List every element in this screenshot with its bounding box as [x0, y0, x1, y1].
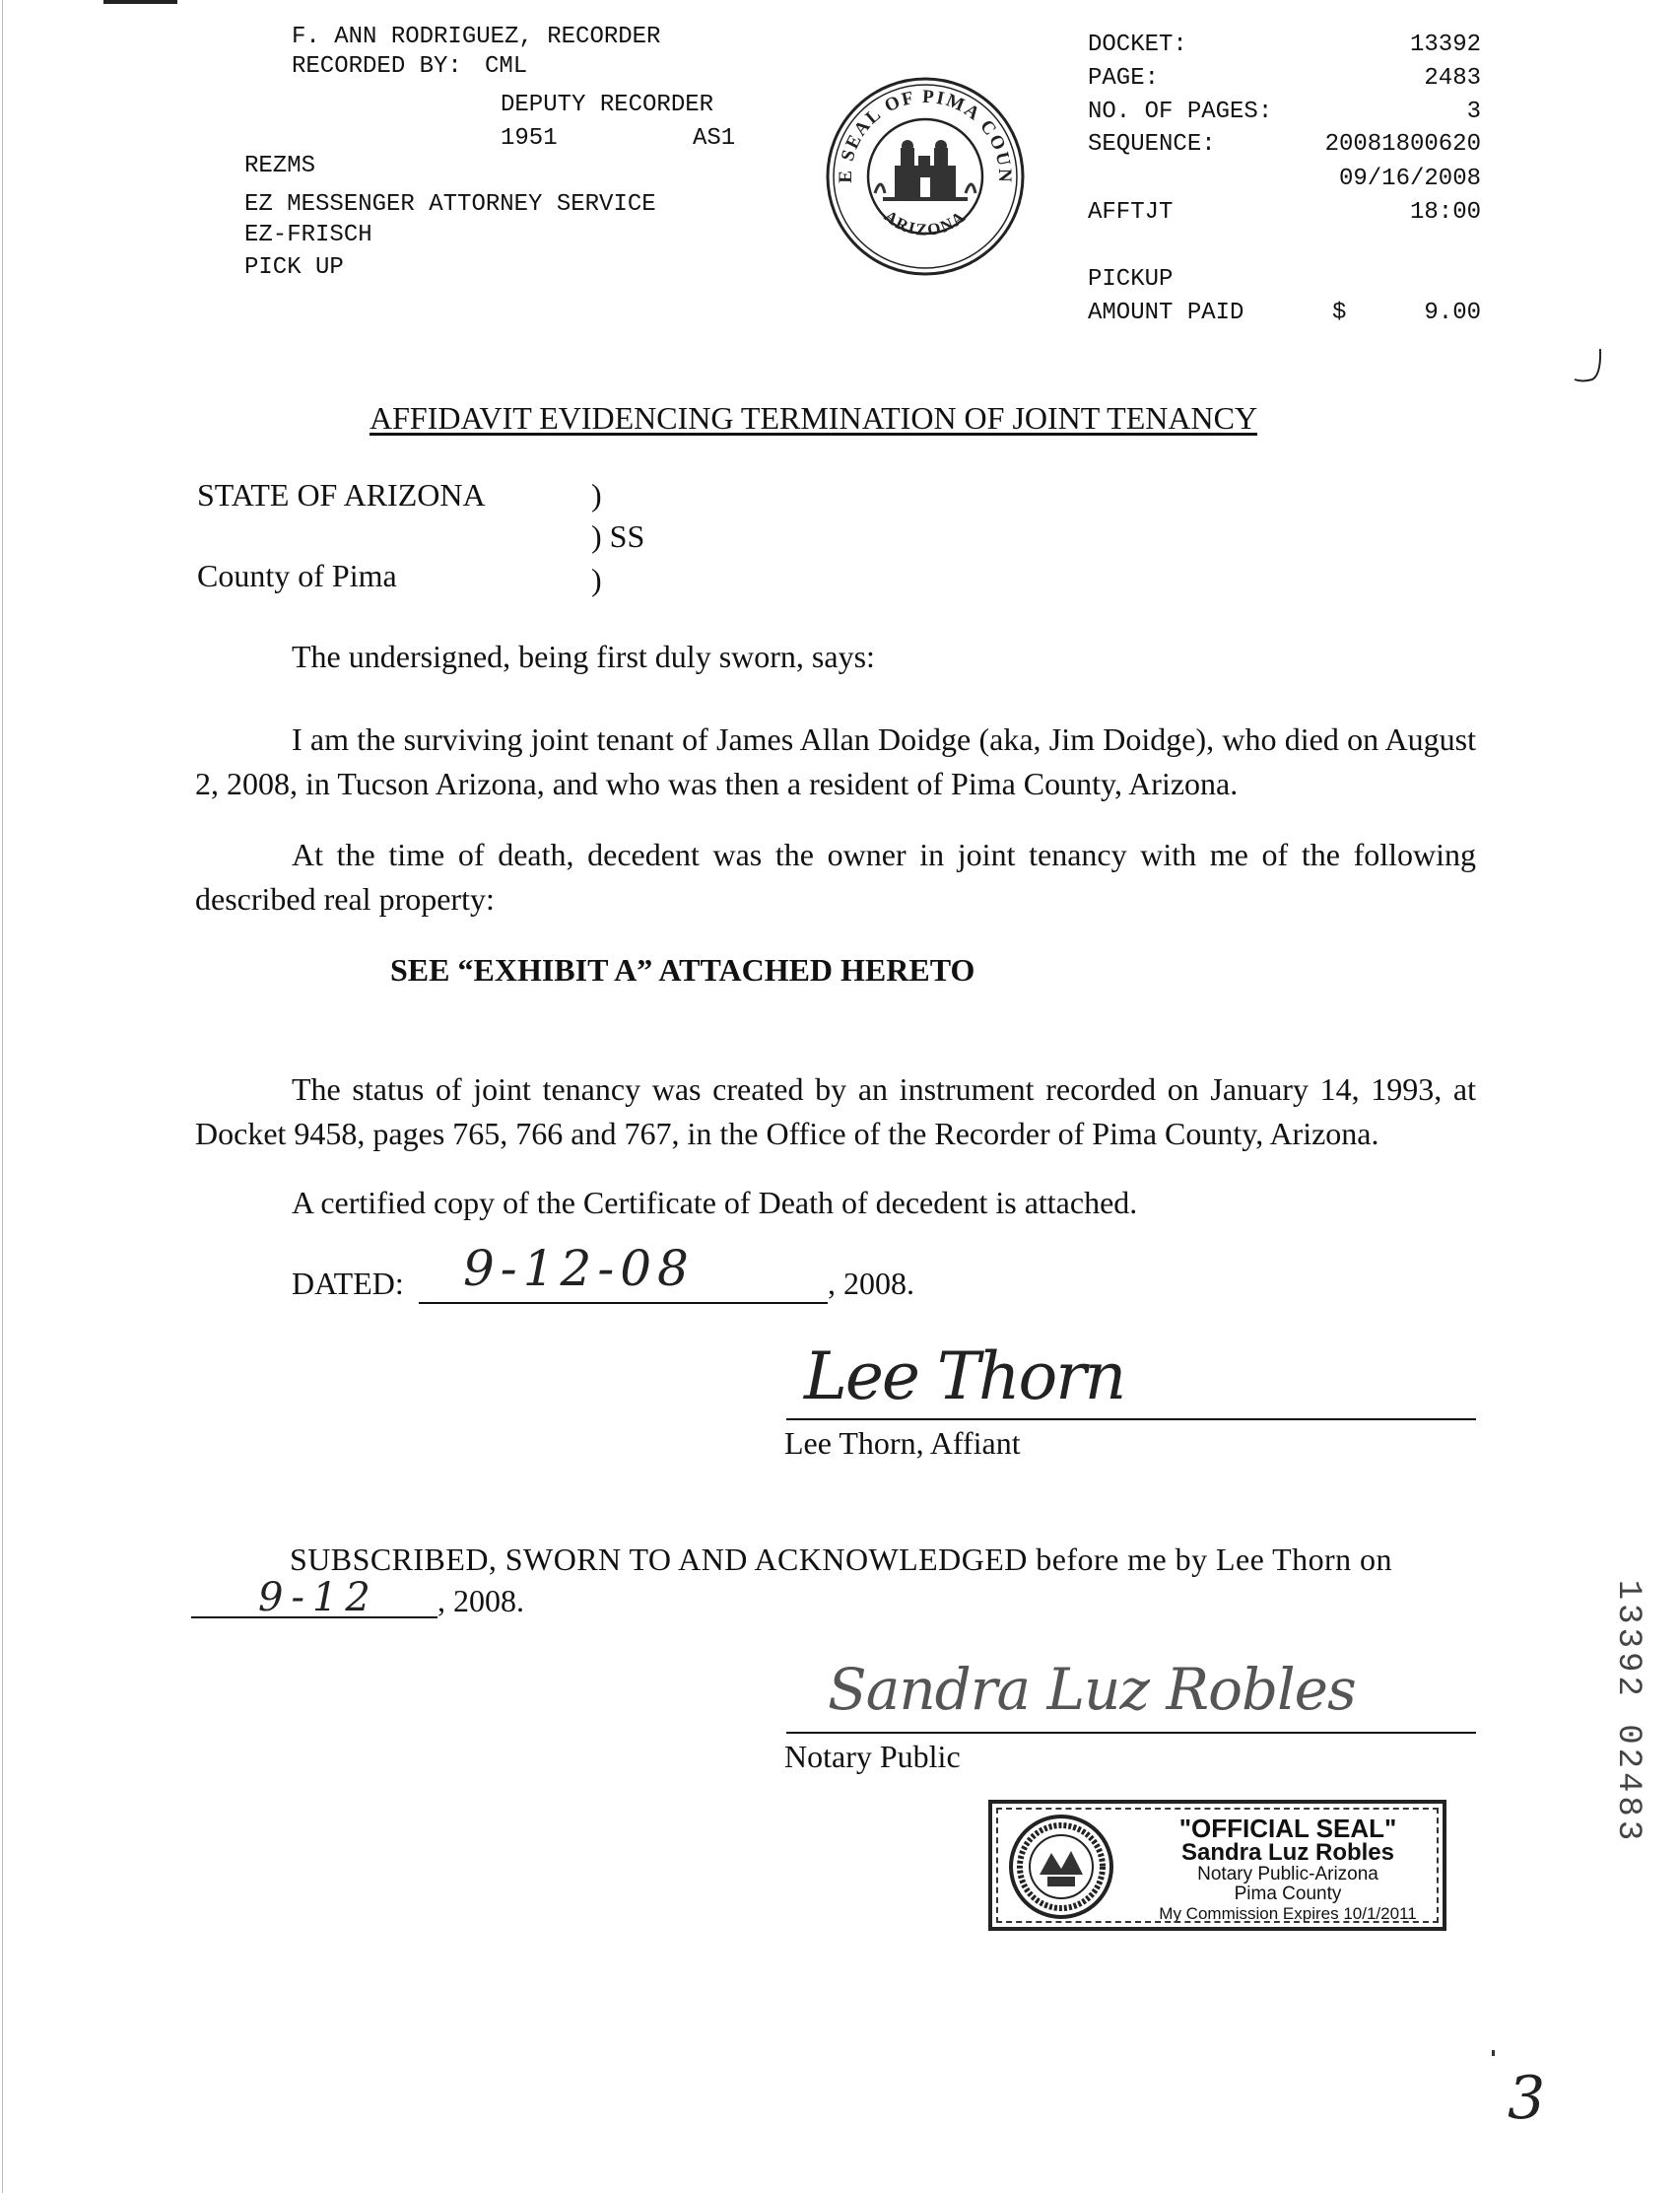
- notary-official-seal: [988, 1800, 1446, 1931]
- left-edge-line: [2, 0, 3, 2193]
- para1-line2: 2, 2008, in Tucson Arizona, and who was then a resident of Pima County, Arizona.: [195, 766, 1239, 801]
- notary-signature-line: [786, 1732, 1476, 1734]
- acknowledgment-text: SUBSCRIBED, SWORN TO AND ACKNOWLEDGED before me by Lee Thorn on: [290, 1542, 1392, 1577]
- seal-line-official: "OFFICIAL SEAL": [1178, 1814, 1397, 1843]
- seal-line-commission: My Commission Expires 10/1/2011: [1159, 1904, 1417, 1923]
- state-seal-icon: [1008, 1814, 1114, 1920]
- notary-signature: Sandra Luz Robles: [828, 1656, 1356, 1723]
- paragraph-surviving-tenant: [195, 718, 1476, 806]
- ack-year: , 2008.: [437, 1583, 524, 1618]
- page-label: PAGE:: [1088, 65, 1160, 92]
- para2-line2: described real property:: [195, 881, 495, 917]
- pickup-label: PICKUP: [1088, 266, 1174, 293]
- para1-line1: I am the surviving joint tenant of James Allan Doidge (aka, Jim Doidge), who died on August: [292, 721, 1476, 757]
- doc-type: AFFTJT: [1088, 199, 1174, 226]
- deputy-recorder: DEPUTY RECORDER: [501, 92, 714, 118]
- pick-up: PICK UP: [244, 254, 344, 281]
- currency-symbol: $: [1332, 300, 1347, 326]
- dated-underline: [419, 1302, 828, 1304]
- sequence-label: SEQUENCE:: [1088, 131, 1216, 158]
- notary-label: Notary Public: [784, 1739, 961, 1774]
- ez-frisch: EZ-FRISCH: [244, 222, 372, 248]
- county-seal-icon: [824, 75, 1027, 278]
- pages-label: NO. OF PAGES:: [1088, 99, 1273, 125]
- rezms: REZMS: [244, 153, 316, 179]
- recorder-code-a: 1951: [501, 125, 558, 152]
- amount-label: AMOUNT PAID: [1088, 300, 1244, 326]
- paragraph-joint-tenancy-status: [195, 1067, 1476, 1156]
- death-certificate-note: A certified copy of the Certificate of Death of decedent is attached.: [292, 1185, 1138, 1220]
- page-value: 2483: [1424, 65, 1481, 92]
- paragraph-ownership: [195, 833, 1476, 922]
- affiant-label: Lee Thorn, Affiant: [784, 1425, 1021, 1461]
- pages-value: 3: [1466, 99, 1481, 125]
- affiant-signature: Lee Thorn: [804, 1338, 1125, 1414]
- para3-line1: The status of joint tenancy was created by an instrument recorded on January 14, 1993, at: [292, 1071, 1476, 1107]
- dated-label: DATED:: [292, 1266, 404, 1301]
- para3-line2: Docket 9458, pages 765, 766 and 767, in the Office of the Recorder of Pima County, Arizona.: [195, 1116, 1379, 1151]
- seal-top-text: E SEAL OF PIMA COUN: [835, 86, 1016, 184]
- venue-state: STATE OF ARIZONA: [197, 477, 486, 513]
- venue-paren-3: ): [591, 562, 602, 597]
- seal-line-notary: Notary Public-Arizona: [1197, 1864, 1378, 1885]
- recorded-by-label: RECORDED BY:: [292, 53, 462, 80]
- messenger-service: EZ MESSENGER ATTORNEY SERVICE: [244, 191, 656, 218]
- corner-mark: [103, 0, 177, 4]
- venue-ss: ) SS: [591, 518, 645, 554]
- county-seal: [824, 75, 1027, 278]
- seal-line-name: Sandra Luz Robles: [1180, 1839, 1395, 1866]
- exhibit-reference: SEE “EXHIBIT A” ATTACHED HERETO: [390, 952, 975, 988]
- recorder-name: F. ANN RODRIGUEZ, RECORDER: [292, 24, 661, 50]
- ack-handwritten-date: 9-12: [258, 1575, 378, 1620]
- seal-line-county: Pima County: [1234, 1884, 1342, 1904]
- sequence-value: 20081800620: [1324, 131, 1481, 158]
- recorder-code-b: AS1: [693, 125, 736, 152]
- svg-text:ARIZONA: [881, 207, 970, 240]
- document-title: AFFIDAVIT EVIDENCING TERMINATION OF JOINT TENANCY: [370, 400, 1258, 436]
- dated-year: , 2008.: [828, 1266, 914, 1301]
- recording-date: 09/16/2008: [1338, 166, 1481, 192]
- docket-value: 13392: [1409, 32, 1481, 58]
- sworn-intro: The undersigned, being first duly sworn, says:: [292, 639, 875, 674]
- affiant-signature-line: [786, 1418, 1476, 1420]
- venue-paren-1: ): [591, 477, 602, 513]
- margin-pen-mark: [1569, 347, 1608, 386]
- para2-line1: At the time of death, decedent was the owner in joint tenancy with me of the following: [292, 837, 1476, 872]
- recorded-by-value: CML: [485, 53, 528, 80]
- amount-value: 9.00: [1424, 300, 1481, 326]
- recording-time: 18:00: [1409, 199, 1481, 226]
- seal-bottom-text: ARIZONA: [880, 206, 971, 240]
- docket-label: DOCKET:: [1088, 32, 1187, 58]
- margin-docket-stamp: 13392 02483: [1609, 1579, 1646, 1845]
- dated-handwritten: 9-12-08: [463, 1240, 695, 1297]
- page-number-tick: [1492, 2050, 1495, 2056]
- page-number: 3: [1508, 2064, 1546, 2133]
- venue-county: County of Pima: [197, 558, 397, 593]
